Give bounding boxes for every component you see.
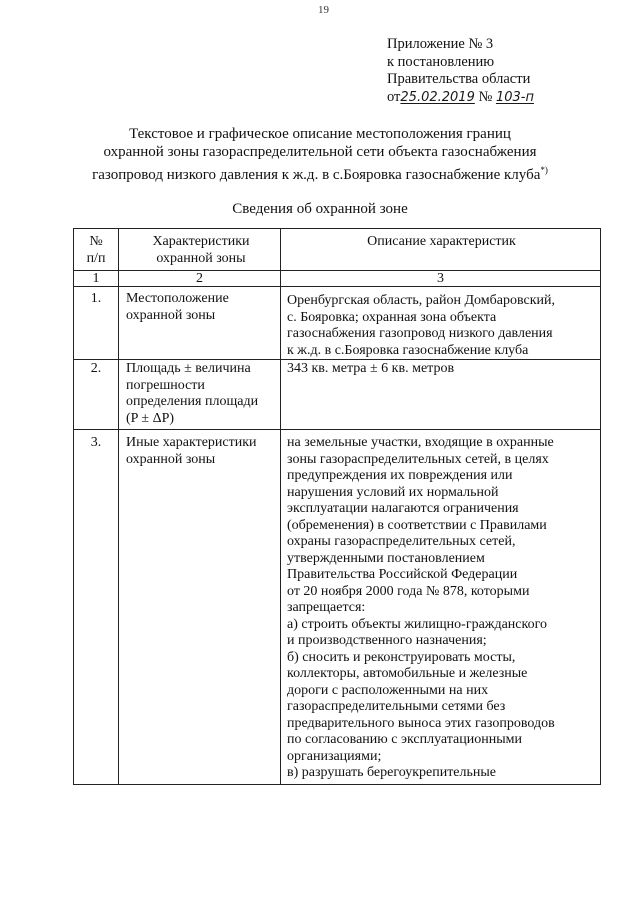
appendix-line-3: Правительства области [387, 71, 531, 87]
column-number-2: 2 [119, 271, 281, 287]
header-description: Описание характеристик [281, 229, 601, 271]
handwritten-number: 103-п [495, 89, 534, 105]
section-subtitle: Сведения об охранной зоне [232, 201, 408, 217]
row-number: 3. [74, 430, 119, 785]
number-prefix: № [478, 88, 493, 105]
table-column-numbers-row [74, 271, 601, 287]
row-characteristic: Площадь ± величина погрешности определения площади (P ± ΔP) [119, 360, 281, 430]
table-header-row [74, 229, 601, 271]
appendix-line-2: к постановлению [387, 53, 495, 70]
appendix-block [387, 36, 534, 106]
table-row [74, 430, 601, 785]
document-title [80, 125, 560, 184]
page-number: 19 [318, 4, 329, 16]
row-description: Оренбургская область, район Домбаровский, с. Бояровка; охранная зона объекта газоснабжения газопровод низкого давления к ж.д. в с.Бояровка газоснабжение клуба [281, 287, 601, 360]
protection-zone-table [73, 228, 601, 785]
row-description: на земельные участки, входящие в охранные зоны газораспределительных сетей, в целях предупреждения их повреждения или нарушения условий их нормальной эксплуатации налагаются ограничения (обременения) в соответствии с Правилами охраны газораспределительных сетей, утвержденными постановлением Правительства Российской Федерации от 20 ноября 2000 года № 878, которыми запрещается: а) строить объекты жилищно-гражданского и производственного назначения; б) сносить и реконструировать мосты, коллекторы, автомобильные и железные дороги с расположенными на них газораспределительными сетями без предварительного выноса этих газопроводов по согласованию с эксплуатационными организациями; в) разрушать берегоукрепительные [281, 430, 601, 785]
header-number: № п/п [74, 229, 119, 271]
date-prefix: от [387, 88, 401, 105]
appendix-line-1: Приложение № 3 [387, 36, 494, 52]
title-text: Текстовое и графическое описание местоположения границ охранной зоны газораспределительной сети объекта газоснабжения газопровод низкого давления к ж.д. в с.Бояровка газоснабжение клуба [92, 126, 541, 183]
handwritten-date: 25.02.2019 [400, 89, 475, 105]
column-number-3: 3 [281, 271, 601, 287]
table-row [74, 360, 601, 430]
row-number: 2. [74, 360, 119, 430]
column-number-1: 1 [74, 271, 119, 287]
row-description: 343 кв. метра ± 6 кв. метров [281, 360, 601, 430]
title-footnote-mark: *) [540, 165, 548, 175]
row-characteristic: Местоположение охранной зоны [119, 287, 281, 360]
row-number: 1. [74, 287, 119, 360]
table-row [74, 287, 601, 360]
row-characteristic: Иные характеристики охранной зоны [119, 430, 281, 785]
header-characteristics: Характеристики охранной зоны [119, 229, 281, 271]
appendix-date-line [387, 89, 534, 107]
